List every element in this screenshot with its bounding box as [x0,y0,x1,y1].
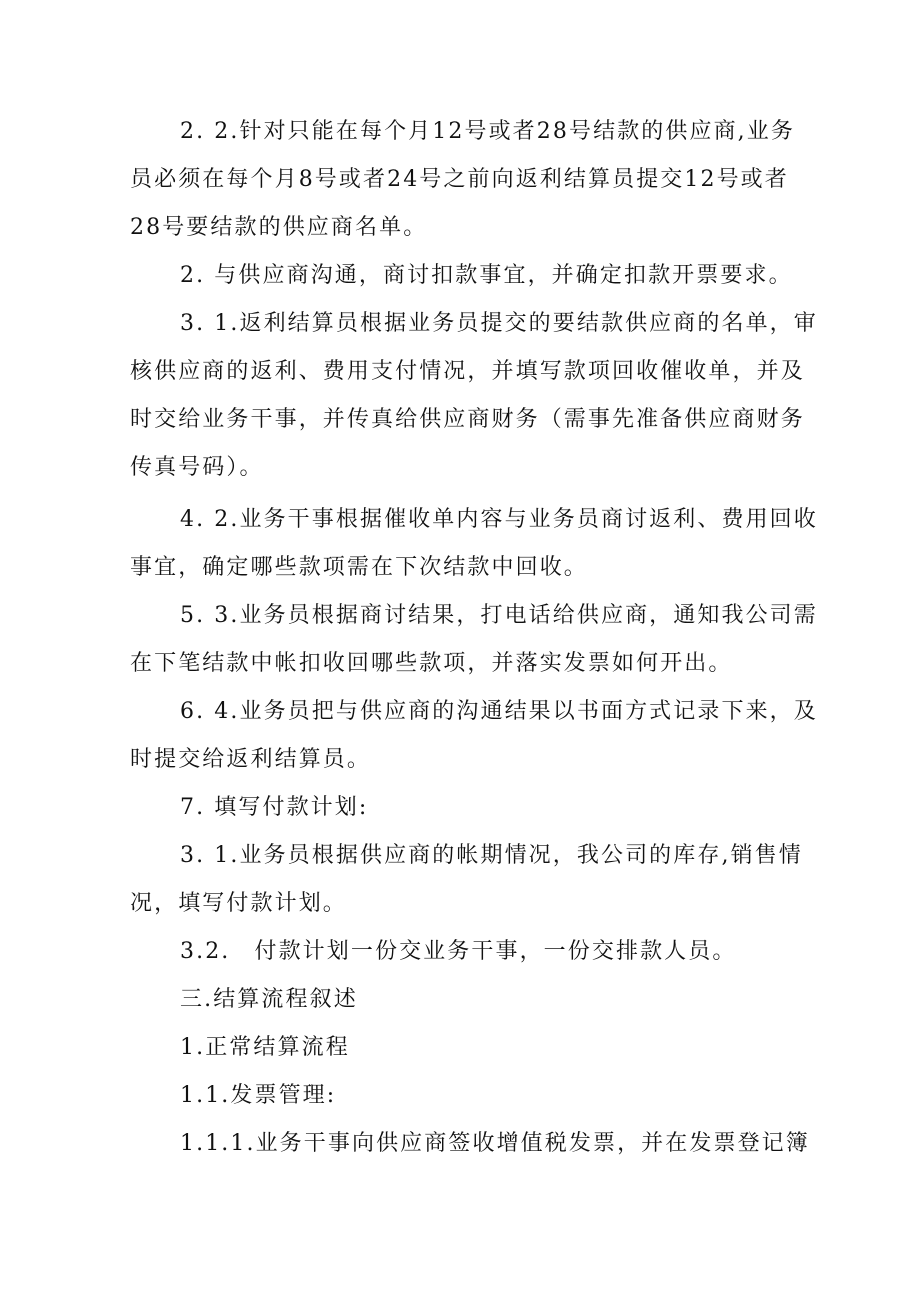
subsection-heading: 1.1.发票管理: [180,1083,337,1108]
paragraph-line: 7. 填写付款计划: [180,795,369,820]
paragraph-line: 3. 1.业务员根据供应商的帐期情况，我公司的库存,销售情 [180,843,803,868]
paragraph-line: 5. 3.业务员根据商讨结果，打电话给供应商，通知我公司需 [180,603,818,628]
paragraph-line: 6. 4.业务员把与供应商的沟通结果以书面方式记录下来，及 [180,699,818,724]
paragraph-line: 1.1.1.业务干事向供应商签收增值税发票，并在发票登记簿 [180,1131,810,1156]
subsection-heading: 1.正常结算流程 [180,1035,350,1060]
paragraph-line: 时提交给返利结算员。 [130,747,372,772]
paragraph-line: 2. 与供应商沟通，商讨扣款事宜，并确定扣款开票要求。 [180,263,793,288]
paragraph-line: 3. 1.返利结算员根据业务员提交的要结款供应商的名单，审 [180,311,818,336]
paragraph-line: 在下笔结款中帐扣收回哪些款项，并落实发票如何开出。 [130,651,733,676]
paragraph-line: 核供应商的返利、费用支付情况，并填写款项回收催收单，并及 [130,359,805,384]
paragraph-line: 时交给业务干事，并传真给供应商财务（需事先准备供应商财务 [130,407,805,432]
paragraph-line: 3.2. 付款计划一份交业务干事，一份交排款人员。 [180,939,737,964]
paragraph-line: 员必须在每个月8号或者24号之前向返利结算员提交12号或者 [130,167,789,192]
paragraph-line: 2. 2.针对只能在每个月12号或者28号结款的供应商,业务 [180,119,795,144]
paragraph-line: 28号要结款的供应商名单。 [130,215,428,240]
paragraph-line: 事宜，确定哪些款项需在下次结款中回收。 [130,555,588,580]
section-heading: 三.结算流程叙述 [180,987,358,1012]
paragraph-line: 况，填写付款计划。 [130,891,347,916]
paragraph-line: 4. 2.业务干事根据催收单内容与业务员商讨返利、费用回收 [180,507,818,532]
paragraph-line: 传真号码）。 [130,455,264,480]
